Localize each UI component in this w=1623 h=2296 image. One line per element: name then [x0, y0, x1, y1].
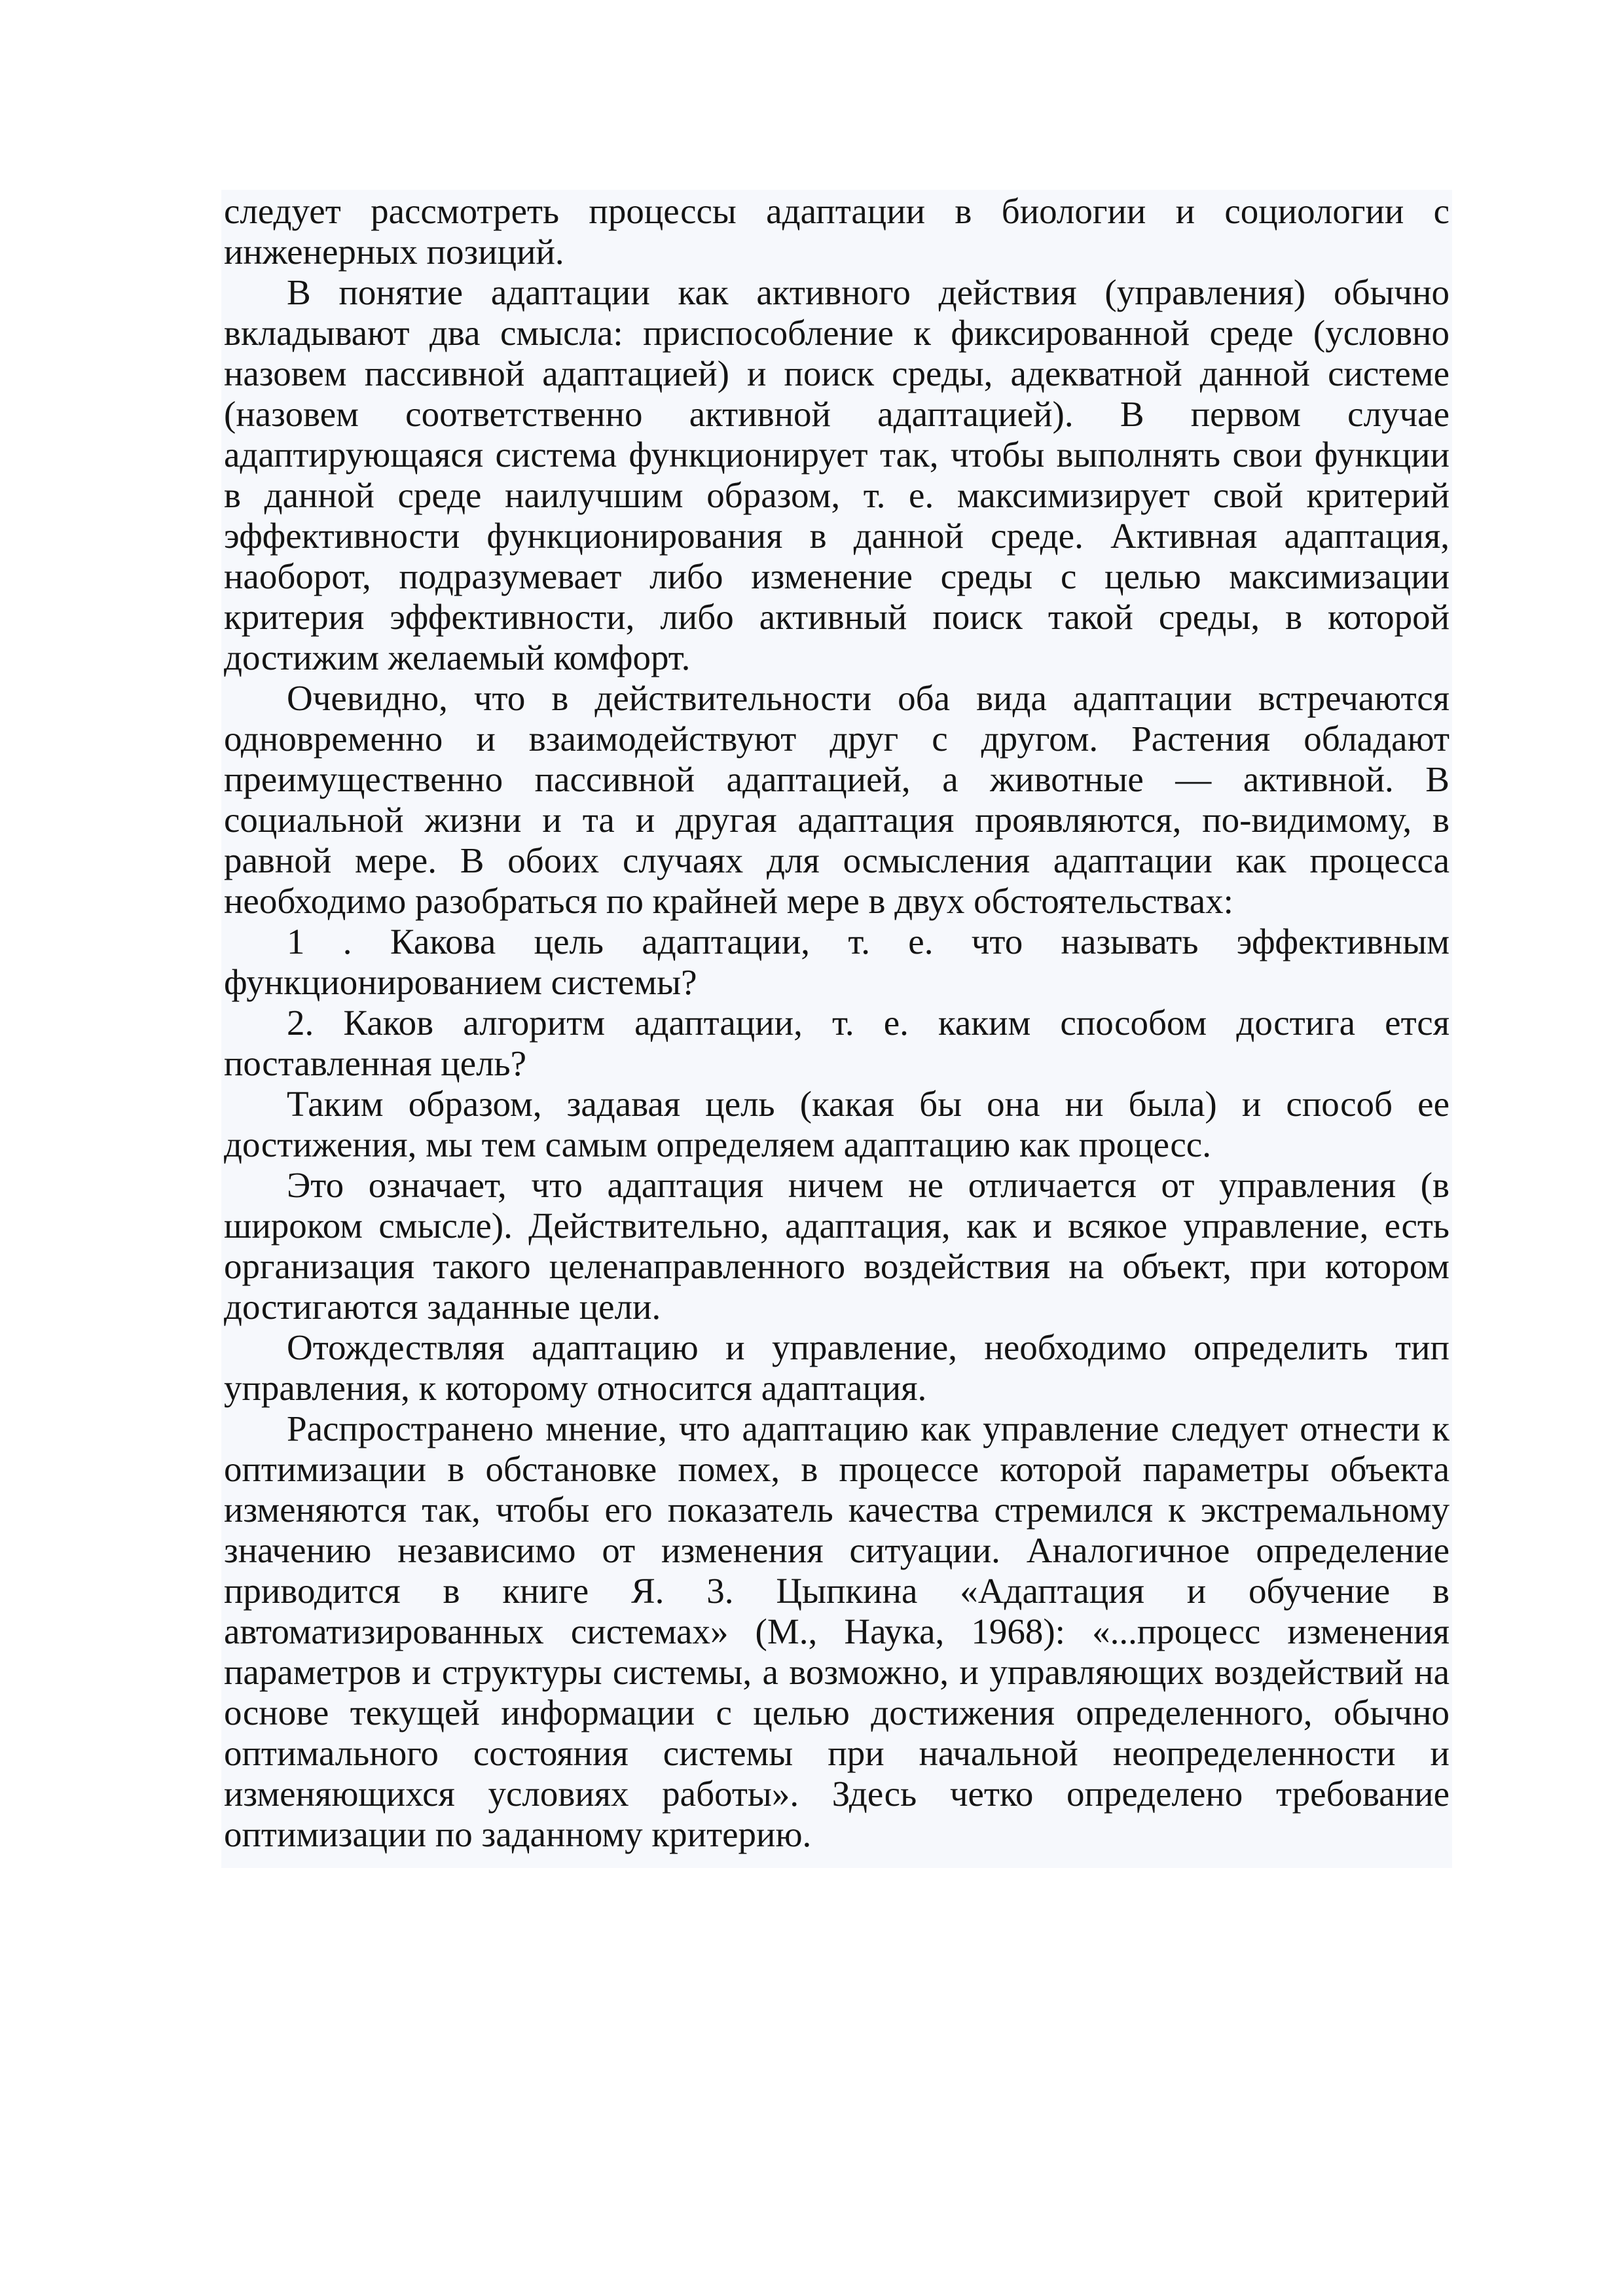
paragraph-adaptation-types: Очевидно, что в действительности оба вида адаптации встречаются одновременно и взаимодействуют друг с другом. Растения обладают преимущественно пассивной адаптацией, а животные — активной. В социальной жизни и та и другая адаптация проявляются, по-видимому, в равной мере. В обоих случаях для осмысления адаптации как процесса необходимо разобраться по крайней мере в двух обстоятельствах:: [224, 678, 1450, 921]
list-item-adaptation-algorithm: 2. Каков алгоритм адаптации, т. е. каким способом достига ется поставленная цель?: [224, 1003, 1450, 1083]
paragraph-continuation: следует рассмотреть процессы адаптации в биологии и социологии с инженерных позиций.: [224, 191, 1450, 272]
paragraph-adaptation-meanings: В понятие адаптации как активного действия (управления) обычно вкладывают два смысла: приспособление к фиксированной среде (условно назовем пассивной адаптацией) и поиск среды, адекватной данной системе (назовем соответственно активной адаптацией). В первом случае адаптирующаяся система функционирует так, чтобы выполнять свои функции в данной среде наилучшим образом, т. е. максимизирует свой критерий эффективности функционирования в данной среде. Активная адаптация, наоборот, подразумевает либо изменение среды с целью максимизации критерия эффективности, либо активный поиск такой среды, в которой достижим желаемый комфорт.: [224, 272, 1450, 677]
paragraph-goal-and-method: Таким образом, задавая цель (какая бы она ни была) и способ ее достижения, мы тем самым определяем адаптацию как процесс.: [224, 1084, 1450, 1164]
paragraph-optimization-definition: Распространено мнение, что адаптацию как управление следует отнести к оптимизации в обстановке помех, в процессе которой параметры объекта изменяются так, чтобы его показатель качества стремился к экстремальному значению независимо от изменения ситуации. Аналогичное определение приводится в книге Я. 3. Цыпкина «Адаптация и обучение в автоматизированных системах» (М., Наука, 1968): «...процесс изменения параметров и структуры системы, а возможно, и управляющих воздействий на основе текущей информации с целью достижения определенного, обычно оптимального состояния системы при начальной неопределенности и изменяющихся условиях работы». Здесь четко определено требование оптимизации по заданному критерию.: [224, 1408, 1450, 1854]
paragraph-adaptation-as-control: Это означает, что адаптация ничем не отличается от управления (в широком смысле). Действительно, адаптация, как и всякое управление, есть организация такого целенаправленного воздействия на объект, при котором достигаются заданные цели.: [224, 1165, 1450, 1327]
paragraph-control-type: Отождествляя адаптацию и управление, необходимо определить тип управления, к которому относится адаптация.: [224, 1327, 1450, 1408]
body-text: [221, 190, 1452, 1868]
list-item-adaptation-goal: 1 . Какова цель адаптации, т. е. что называть эффективным функционированием системы?: [224, 922, 1450, 1002]
